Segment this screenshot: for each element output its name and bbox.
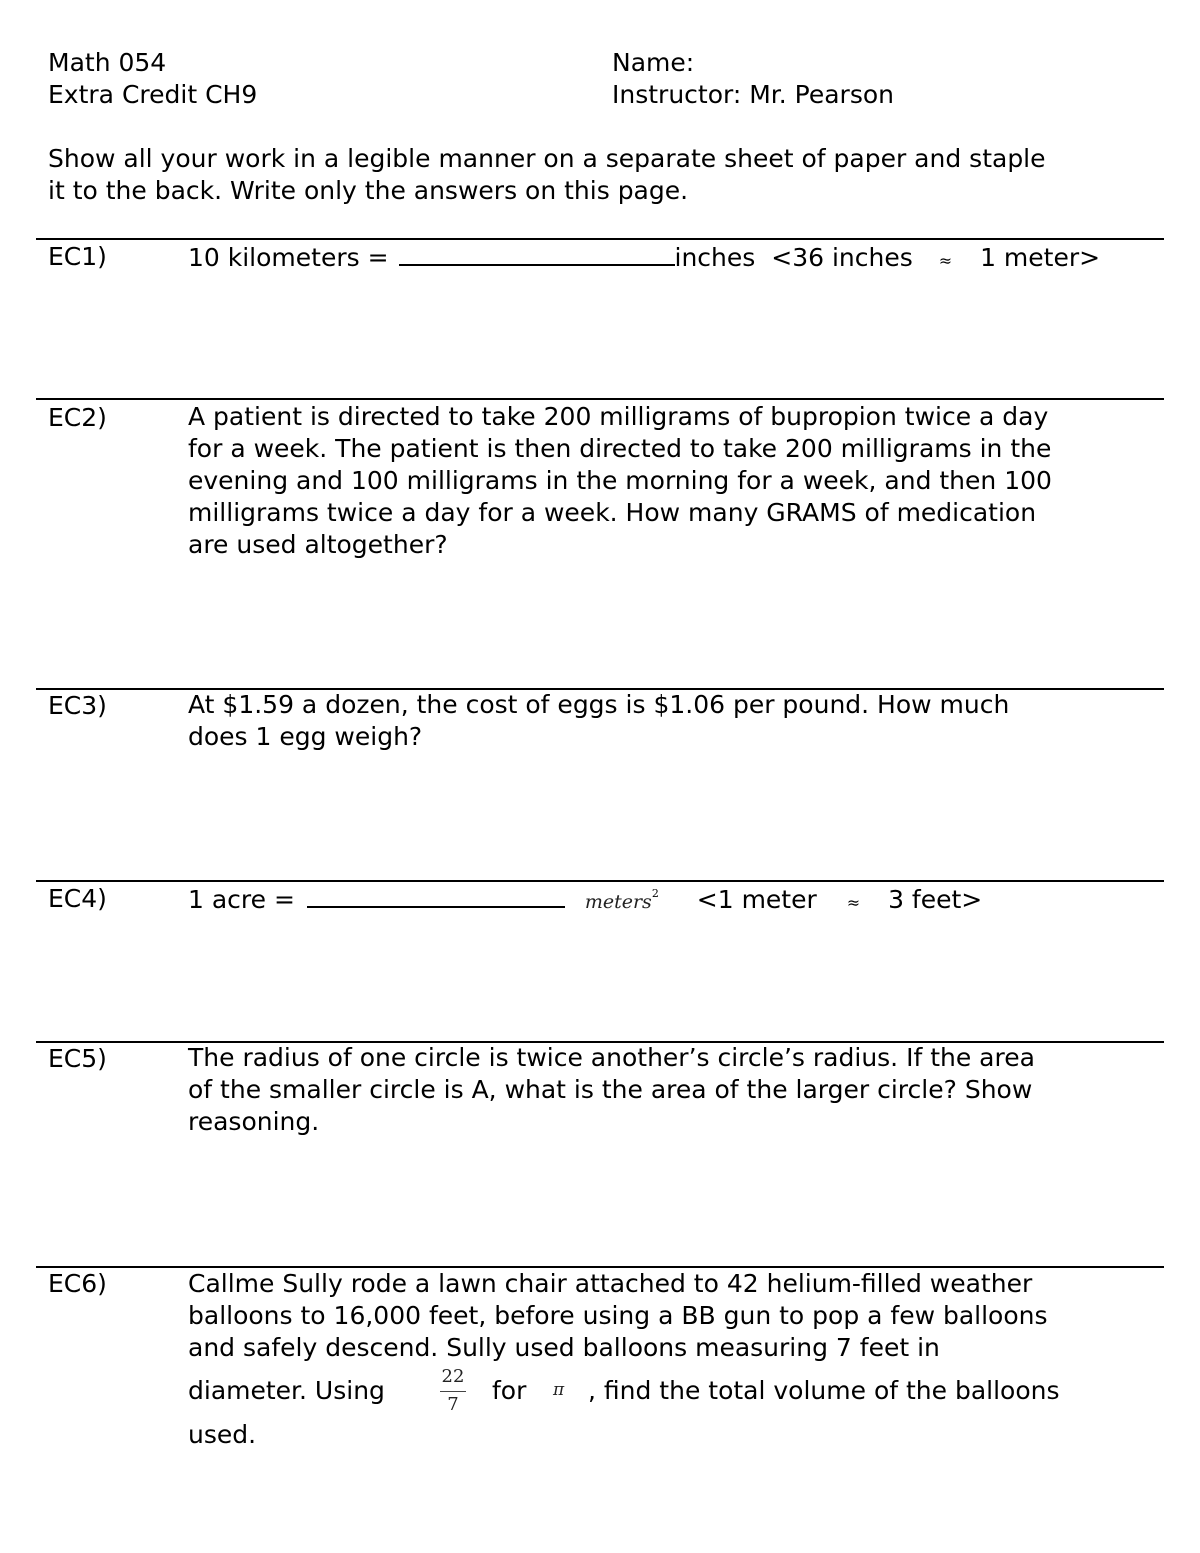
question-label-ec5: EC5): [48, 1044, 107, 1073]
ec2-line: evening and 100 milligrams in the morning for a week, and then 100: [188, 466, 1052, 495]
ec1-hint-right: 1 meter>: [980, 243, 1101, 272]
ec2-line: A patient is directed to take 200 milligrams of bupropion twice a day: [188, 402, 1049, 431]
question-label-ec1: EC1): [48, 242, 107, 271]
ec6-line: balloons to 16,000 feet, before using a BB gun to pop a few balloons: [188, 1301, 1048, 1330]
ec4-hint-right: 3 feet>: [888, 885, 983, 914]
ec4-hint-left: <1 meter: [696, 885, 817, 914]
course-title: Math 054: [48, 48, 167, 77]
question-ec6: [188, 1268, 1158, 1364]
fraction-denominator: 7: [447, 1394, 459, 1415]
ec6-line: and safely descend. Sully used balloons measuring 7 feet in: [188, 1333, 940, 1362]
fraction-numerator: 22: [441, 1366, 465, 1387]
question-ec1: [188, 242, 1100, 272]
ec1-answer-blank[interactable]: [399, 242, 675, 266]
question-label-ec6: EC6): [48, 1269, 107, 1298]
ec4-approx-symbol: ≈: [846, 893, 861, 912]
instructions-line-2: it to the back. Write only the answers on this page.: [48, 176, 689, 205]
name-label: Name:: [612, 48, 695, 77]
fraction-bar: [440, 1391, 466, 1392]
ec1-hint-left: <36 inches: [771, 243, 913, 272]
ec2-line: milligrams twice a day for a week. How many GRAMS of medication: [188, 498, 1037, 527]
question-ec4: [188, 884, 982, 914]
ec6-line-diameter: diameter. Using: [188, 1376, 385, 1405]
ec4-unit-exponent: 2: [651, 886, 659, 900]
question-label-ec2: EC2): [48, 403, 107, 432]
ec4-unit: meters: [584, 891, 652, 913]
question-ec5: [188, 1042, 1158, 1138]
ec4-answer-blank[interactable]: [307, 884, 565, 908]
ec2-line: for a week. The patient is then directed to take 200 milligrams in the: [188, 434, 1052, 463]
question-label-ec3: EC3): [48, 691, 107, 720]
ec1-prefix: 10 kilometers =: [188, 243, 389, 272]
ec1-approx-symbol: ≈: [938, 251, 953, 270]
ec1-unit: inches: [674, 243, 756, 272]
assignment-title: Extra Credit CH9: [48, 80, 258, 109]
instructor-label: Instructor: Mr. Pearson: [612, 80, 894, 109]
divider-ec2: [36, 398, 1164, 400]
ec3-line: does 1 egg weigh?: [188, 722, 423, 751]
pi-symbol: π: [553, 1380, 565, 1400]
divider-ec4: [36, 880, 1164, 882]
ec6-line-used: used.: [188, 1420, 257, 1449]
ec5-line: of the smaller circle is A, what is the area of the larger circle? Show: [188, 1075, 1033, 1104]
ec4-prefix: 1 acre =: [188, 885, 295, 914]
ec3-line: At $1.59 a dozen, the cost of eggs is $1.06 per pound. How much: [188, 690, 1010, 719]
question-ec3: [188, 689, 1158, 753]
instructions-line-1: Show all your work in a legible manner on a separate sheet of paper and staple: [48, 144, 1046, 173]
question-ec2: [188, 401, 1158, 561]
ec2-line: are used altogether?: [188, 530, 448, 559]
ec5-line: reasoning.: [188, 1107, 320, 1136]
divider-ec1: [36, 238, 1164, 240]
ec5-line: The radius of one circle is twice another’s circle’s radius. If the area: [188, 1043, 1035, 1072]
question-label-ec4: EC4): [48, 884, 107, 913]
ec6-line: Callme Sully rode a lawn chair attached to 42 helium-filled weather: [188, 1269, 1033, 1298]
ec6-for-word: for: [492, 1376, 527, 1405]
ec6-line-volume: , find the total volume of the balloons: [588, 1376, 1060, 1405]
